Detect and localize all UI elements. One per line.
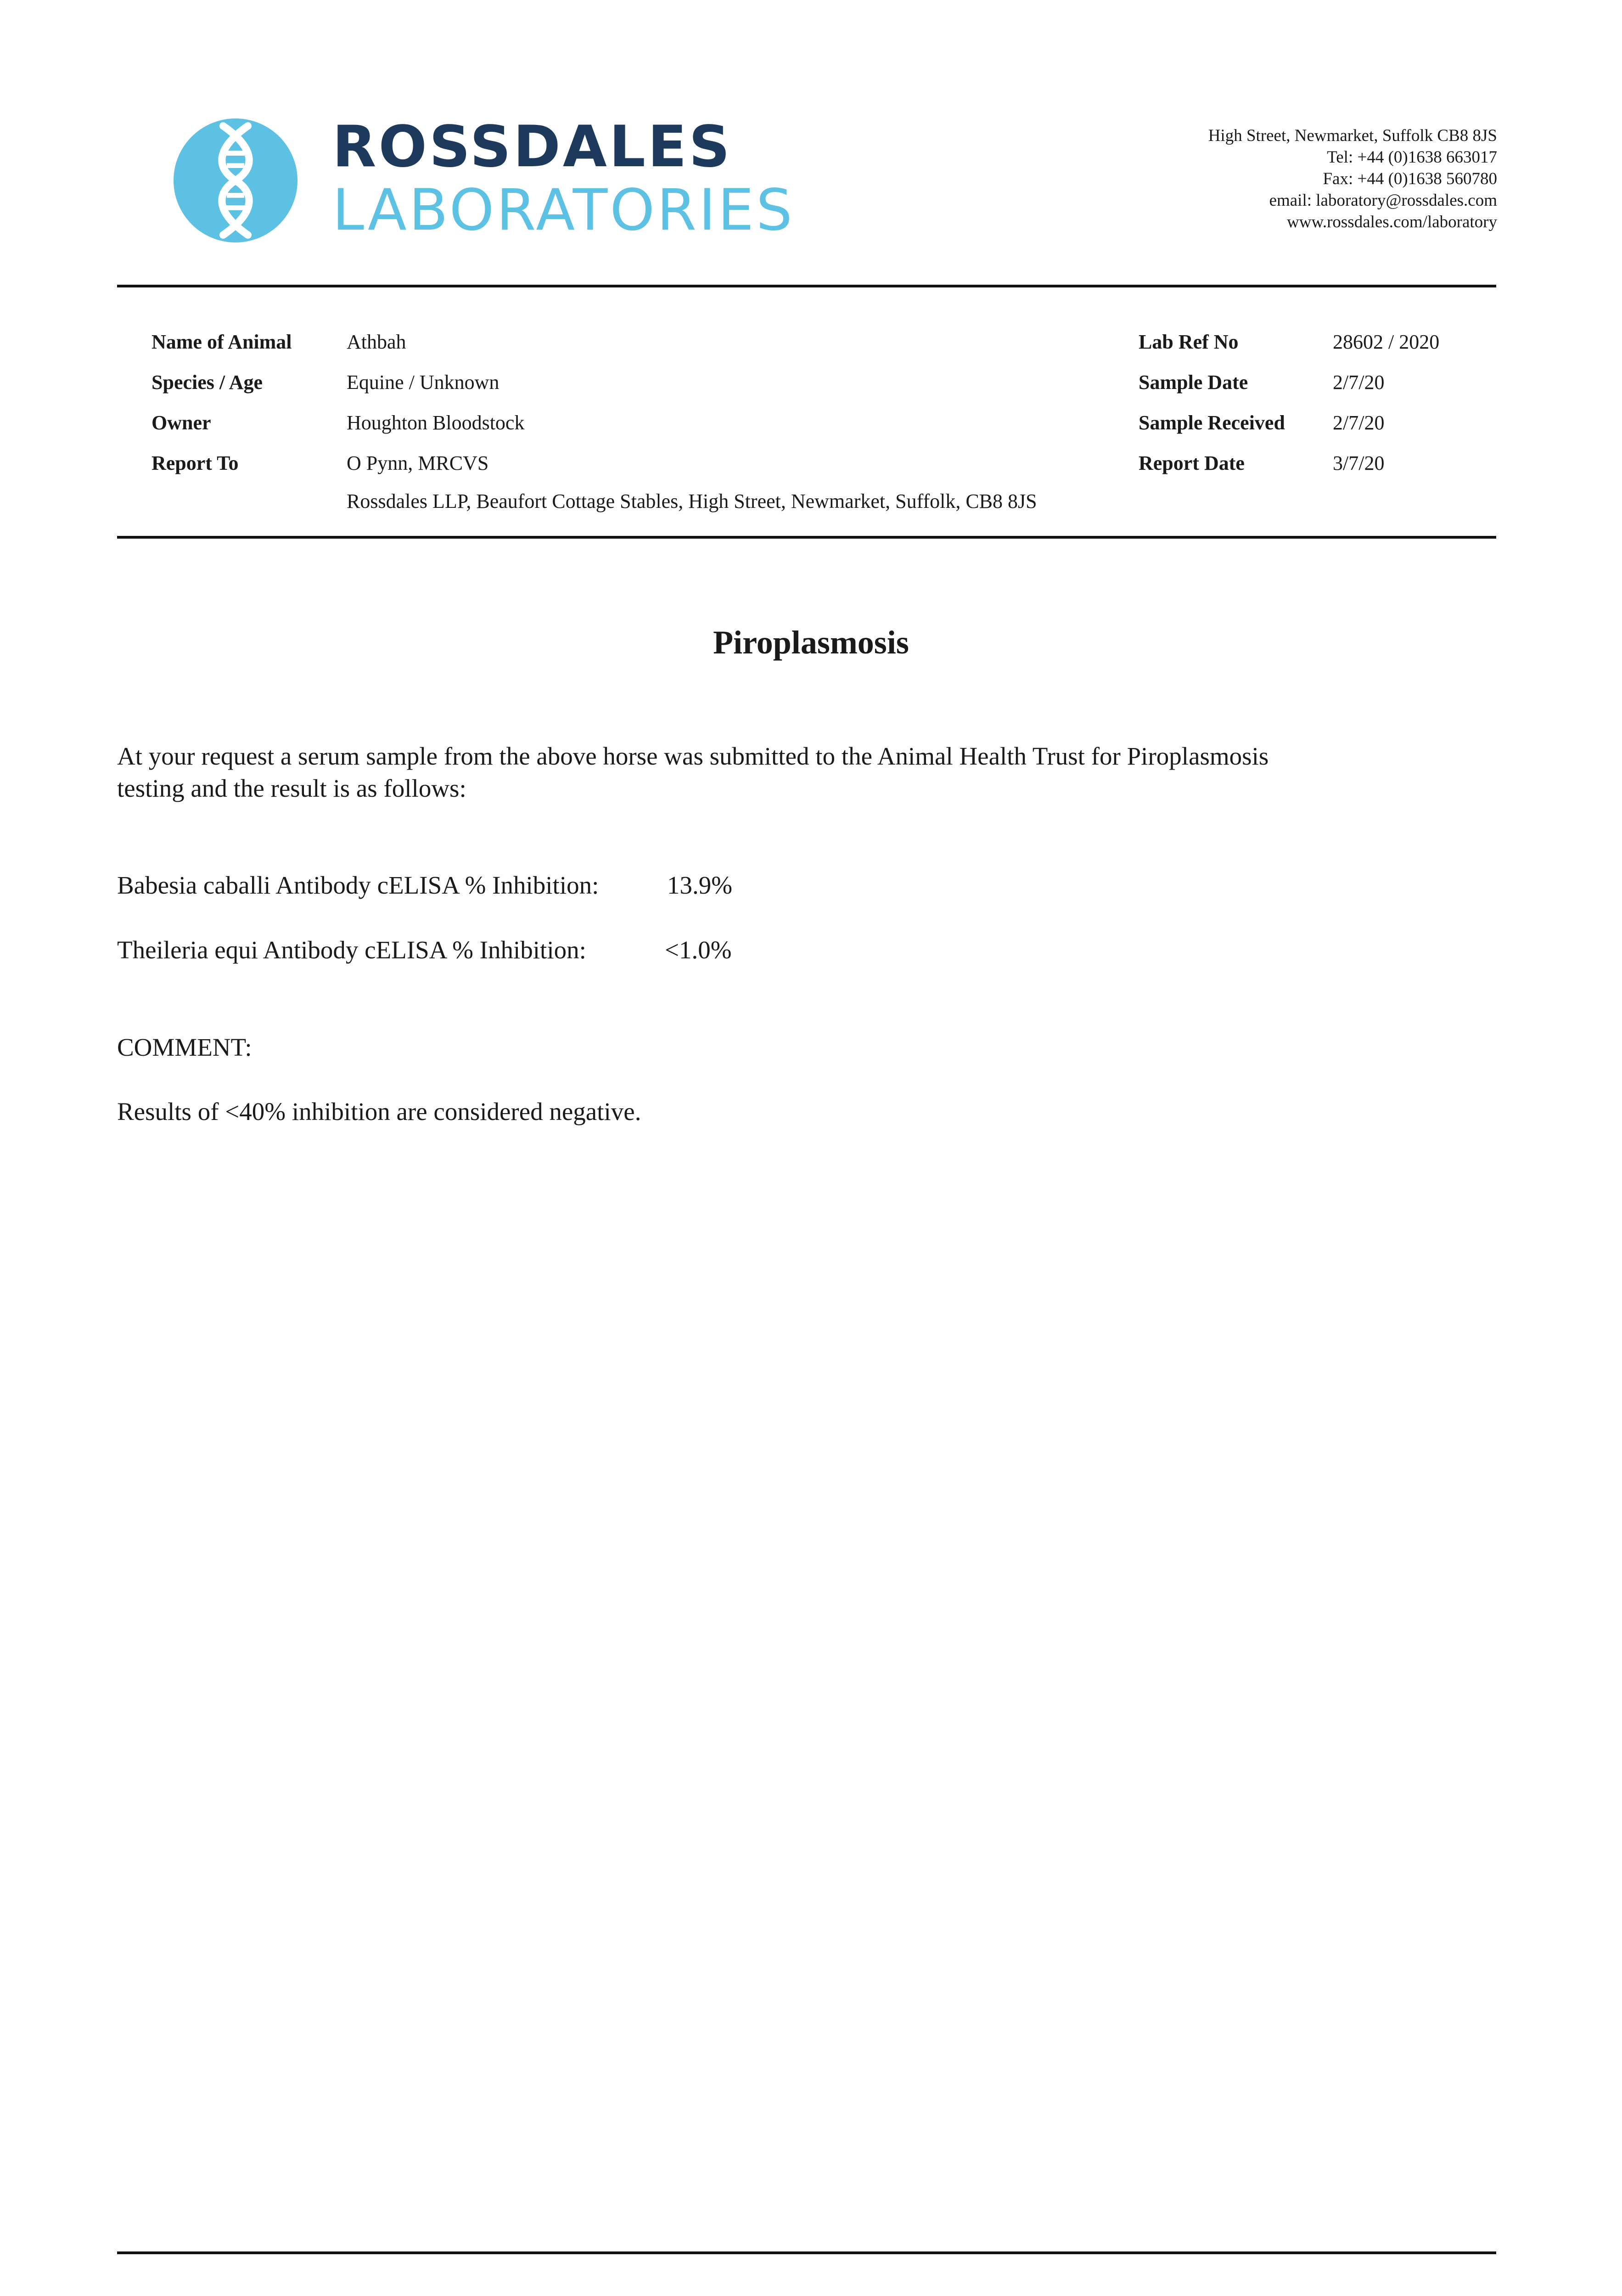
address-tel: Tel: +44 (0)1638 663017 — [1327, 148, 1497, 167]
label-report-date: Report Date — [1139, 452, 1245, 474]
label-animal-name: Name of Animal — [152, 331, 292, 353]
header-divider — [117, 285, 1496, 287]
comment-text: Results of <40% inhibition are considered negative. — [117, 1097, 641, 1125]
result-babesia-label: Babesia caballi Antibody cELISA % Inhibition: — [117, 871, 599, 899]
label-report-to: Report To — [152, 452, 239, 474]
brand-name-primary: ROSSDALES — [332, 114, 732, 180]
label-species-age: Species / Age — [152, 371, 263, 394]
footer-divider — [117, 2251, 1496, 2254]
value-owner: Houghton Bloodstock — [347, 411, 525, 434]
details-divider — [117, 536, 1496, 539]
address-website: www.rossdales.com/laboratory — [1287, 213, 1497, 231]
label-sample-received: Sample Received — [1139, 411, 1285, 434]
value-animal-name: Athbah — [347, 331, 406, 353]
value-report-date: 3/7/20 — [1333, 452, 1385, 474]
address-street: High Street, Newmarket, Suffolk CB8 8JS — [1208, 126, 1497, 145]
value-sample-date: 2/7/20 — [1333, 371, 1385, 394]
result-theileria-value: <1.0% — [665, 936, 732, 964]
value-lab-ref: 28602 / 2020 — [1333, 331, 1440, 353]
brand-name-secondary: LABORATORIES — [332, 177, 795, 243]
result-babesia-value: 13.9% — [667, 871, 733, 899]
report-intro-line: testing and the result is as follows: — [117, 774, 466, 802]
label-owner: Owner — [152, 411, 211, 434]
report-intro-line: At your request a serum sample from the above horse was submitted to the Animal Health Trust for Piroplasmosis — [117, 742, 1269, 770]
report-intro — [117, 740, 1517, 805]
label-sample-date: Sample Date — [1139, 371, 1248, 394]
value-sample-received: 2/7/20 — [1333, 411, 1385, 434]
result-theileria-label: Theileria equi Antibody cELISA % Inhibition: — [117, 936, 586, 964]
value-report-to-address: Rossdales LLP, Beaufort Cottage Stables, High Street, Newmarket, Suffolk, CB8 8JS — [347, 490, 1037, 512]
lab-address-block — [992, 125, 1497, 233]
label-lab-ref: Lab Ref No — [1139, 331, 1239, 353]
dna-helix-icon — [174, 118, 297, 242]
comment-heading: COMMENT: — [117, 1033, 252, 1061]
value-species-age: Equine / Unknown — [347, 371, 500, 394]
report-title: Piroplasmosis — [713, 624, 909, 661]
address-fax: Fax: +44 (0)1638 560780 — [1323, 169, 1497, 188]
address-email: email: laboratory@rossdales.com — [1269, 191, 1497, 210]
value-report-to: O Pynn, MRCVS — [347, 452, 489, 474]
